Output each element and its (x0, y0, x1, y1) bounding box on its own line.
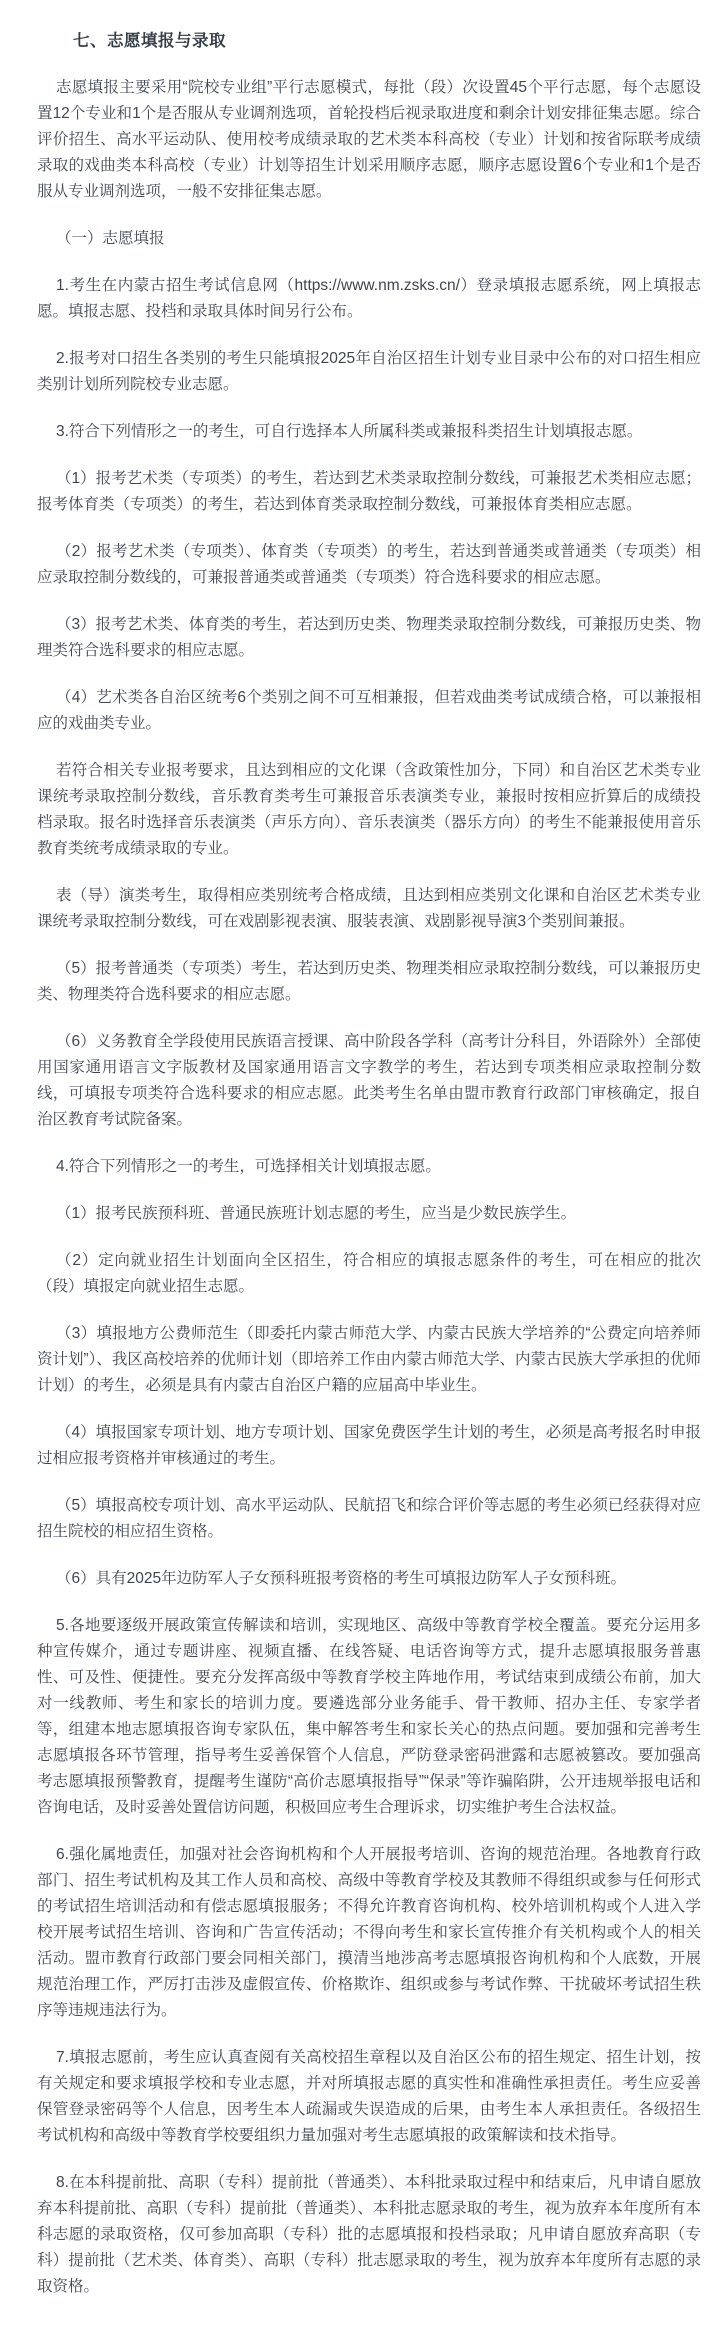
paragraph: 志愿填报主要采用“院校专业组”平行志愿模式，每批（段）次设置45个平行志愿，每个志愿设置12个专业和1个是否服从专业调剂选项，首轮投档后视录取进度和剩余计划安排征集志愿。综合评价招生、高水平运动队、使用校考成绩录取的艺术类本科高校（专业）计划和按省际联考成绩录取的戏曲类本科高校（专业）计划等招生计划采用顺序志愿，顺序志愿设置6个专业和1个是否服从专业调剂选项，一般不安排征集志愿。 (37, 79, 701, 200)
paragraph: （2）报考艺术类（专项类）、体育类（专项类）的考生，若达到普通类或普通类（专项类）相应录取控制分数线的，可兼报普通类或普通类（专项类）符合选科要求的相应志愿。 (37, 543, 701, 586)
paragraph: 2.报考对口招生各类别的考生只能填报2025年自治区招生计划专业目录中公布的对口招生相应类别计划所列院校专业志愿。 (37, 350, 701, 393)
paragraph: （3）报考艺术类、体育类的考生，若达到历史类、物理类录取控制分数线，可兼报历史类、物理类符合选科要求的相应志愿。 (37, 616, 701, 659)
paragraph: （4）艺术类各自治区统考6个类别之间不可互相兼报，但若戏曲类考试成绩合格，可以兼报相应的戏曲类专业。 (37, 689, 701, 732)
paragraph: 7.填报志愿前，考生应认真查阅有关高校招生章程以及自治区公布的招生规定、招生计划，按有关规定和要求填报学校和专业志愿，并对所填报志愿的真实性和准确性承担责任。考生应妥善保管登录密码等个人信息，因考生本人疏漏或失误造成的后果，由考生本人承担责任。各级招生考试机构和高级中等教育学校要组织力量加强对考生志愿填报的政策解读和技术指导。 (37, 2049, 701, 2144)
paragraph: 表（导）演类考生，取得相应类别统考合格成绩，且达到相应类别文化课和自治区艺术类专业课统考录取控制分数线，可在戏剧影视表演、服装表演、戏剧影视导演3个类别间兼报。 (37, 887, 701, 930)
paragraph: 5.各地要逐级开展政策宣传解读和培训，实现地区、高级中等教育学校全覆盖。要充分运用多种宣传媒介，通过专题讲座、视频直播、在线答疑、电话咨询等方式，提升志愿填报服务普惠性、可及性、便捷性。要充分发挥高级中等教育学校主阵地作用，考试结束到成绩公布前，加大对一线教师、考生和家长的培训力度。要遴选部分业务能手、骨干教师、招办主任、专家学者等，组建本地志愿填报咨询专家队伍，集中解答考生和家长关心的热点问题。要加强和完善考生志愿填报各环节管理，指导考生妥善保管个人信息，严防登录密码泄露和志愿被篡改。要加强高考志愿填报预警教育，提醒考生谨防“高价志愿填报指导”“保录”等诈骗陷阱，公开违规举报电话和咨询电话，及时妥善处置信访问题，积极回应考生合理诉求，切实维护考生合法权益。 (37, 1617, 701, 1816)
paragraph: （5）报考普通类（专项类）考生，若达到历史类、物理类相应录取控制分数线，可以兼报历史类、物理类符合选科要求的相应志愿。 (37, 960, 701, 1003)
paragraph: （2）定向就业招生计划面向全区招生，符合相应的填报志愿条件的考生，可在相应的批次（段）填报定向就业招生志愿。 (37, 1252, 701, 1295)
paragraph: （3）填报地方公费师范生（即委托内蒙古师范大学、内蒙古民族大学培养的“公费定向培养师资计划”）、我区高校培养的优师计划（即培养工作由内蒙古师范大学、内蒙古民族大学承担的优师计划）的考生，必须是具有内蒙古自治区户籍的应届高中毕业生。 (37, 1325, 701, 1394)
paragraph: 8.在本科提前批、高职（专科）提前批（普通类）、本科批录取过程中和结束后，凡申请自愿放弃本科提前批、高职（专科）提前批（普通类）、本科批志愿录取的考生，视为放弃本年度所有本科志愿的录取资格，仅可参加高职（专科）批的志愿填报和投档录取；凡申请自愿放弃高职（专科）提前批（艺术类、体育类）、高职（专科）批志愿录取的考生，视为放弃本年度所有志愿的录取资格。 (37, 2174, 701, 2295)
paragraph: （6）义务教育全学段使用民族语言授课、高中阶段各学科（高考计分科目，外语除外）全部使用国家通用语言文字版教材及国家通用语言文字教学的考生，若达到专项类相应录取控制分数线，可填报专项类符合选科要求的相应志愿。此类考生名单由盟市教育行政部门审核确定，报自治区教育考试院备案。 (37, 1033, 701, 1128)
paragraph: （6）具有2025年边防军人子女预科班报考资格的考生可填报边防军人子女预科班。 (56, 1570, 627, 1587)
paragraph: 6.强化属地责任，加强对社会咨询机构和个人开展报考培训、咨询的规范治理。各地教育行政部门、招生考试机构及其工作人员和高校、高级中等教育学校及其教师不得组织或参与任何形式的考试招生培训活动和有偿志愿填报服务；不得允许教育咨询机构、校外培训机构或个人进入学校开展考试招生培训、咨询和广告宣传活动；不得向考生和家长宣传推介有关机构或个人的相关活动。盟市教育行政部门要会同相关部门，摸清当地涉高考志愿填报咨询机构和个人底数，开展规范治理工作，严厉打击涉及虚假宣传、价格欺诈、组织或参与考试作弊、干扰破坏考试招生秩序等违规违法行为。 (37, 1846, 701, 2019)
paragraph: 3.符合下列情形之一的考生，可自行选择本人所属科类或兼报科类招生计划填报志愿。 (56, 423, 643, 440)
paragraph: （4）填报国家专项计划、地方专项计划、国家免费医学生计划的考生，必须是高考报名时申报过相应报考资格并审核通过的考生。 (37, 1424, 701, 1467)
paragraph: 4.符合下列情形之一的考生，可选择相关计划填报志愿。 (56, 1158, 441, 1175)
paragraph: 1.考生在内蒙古招生考试信息网（https://www.nm.zsks.cn/）登录填报志愿系统，网上填报志愿。填报志愿、投档和录取具体时间另行公布。 (37, 277, 701, 320)
paragraph: 若符合相关专业报考要求，且达到相应的文化课（含政策性加分，下同）和自治区艺术类专业课统考录取控制分数线，音乐教育类考生可兼报音乐表演类专业，兼报时按相应折算后的成绩投档录取。报名时选择音乐表演类（声乐方向）、音乐表演类（器乐方向）的考生不能兼报使用音乐教育类统考成绩录取的专业。 (37, 762, 701, 857)
paragraph: （1）报考民族预科班、普通民族班计划志愿的考生，应当是少数民族学生。 (56, 1205, 577, 1222)
section-heading: （一）志愿填报 (56, 230, 165, 247)
paragraph: （5）填报高校专项计划、高水平运动队、民航招飞和综合评价等志愿的考生必须已经获得对应招生院校的相应招生资格。 (37, 1497, 701, 1540)
page-title: 七、志愿填报与录取 (73, 32, 226, 50)
paragraph: （1）报考艺术类（专项类）的考生，若达到艺术类录取控制分数线，可兼报艺术类相应志愿；报考体育类（专项类）的考生，若达到体育类录取控制分数线，可兼报体育类相应志愿。 (37, 470, 701, 513)
